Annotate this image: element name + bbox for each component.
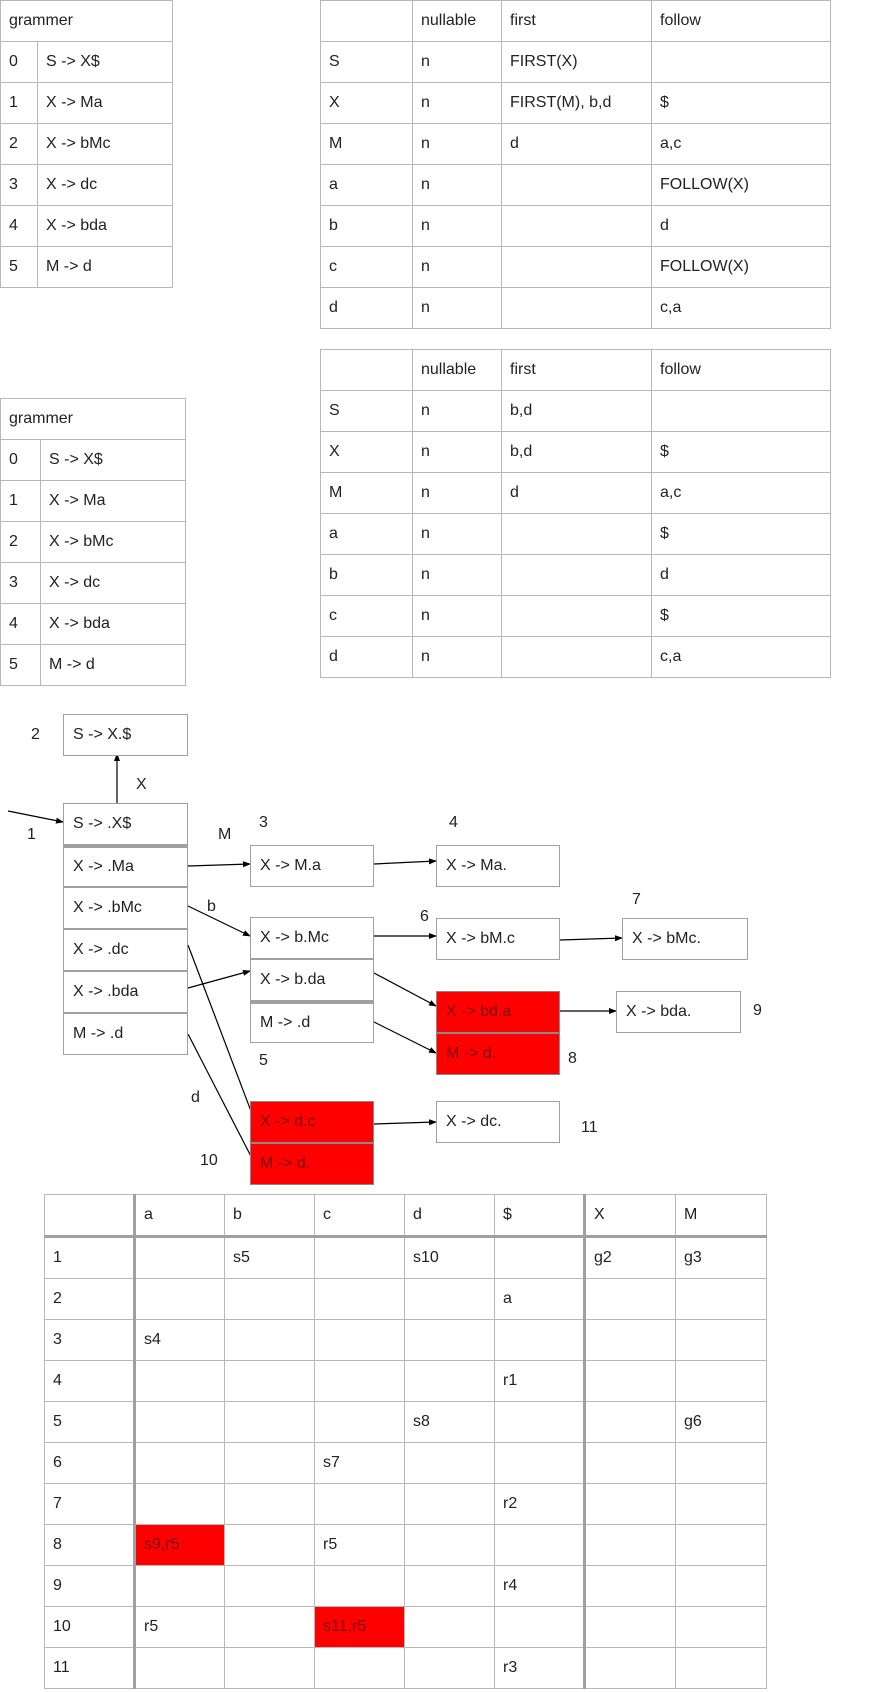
state-2-item: S -> X.$ (63, 714, 188, 756)
column-header: nullable (413, 350, 502, 391)
state-number-8: 8 (568, 1050, 577, 1067)
table-row: b n d (321, 206, 831, 247)
table-row: M n d a,c (321, 473, 831, 514)
table-row: 4 r1 (45, 1361, 767, 1402)
state-8-conflict-item: X -> bd.a (436, 991, 560, 1033)
rule-number: 0 (1, 440, 41, 481)
state-number-6: 6 (420, 908, 429, 925)
column-header: first (502, 1, 652, 42)
table-row: c n $ (321, 596, 831, 637)
table-row: 8 s9,r5 r5 (45, 1525, 767, 1566)
edge-1-to-5-b (188, 971, 250, 988)
state-4-item: X -> Ma. (436, 845, 560, 887)
state-number-5: 5 (259, 1052, 268, 1069)
edge-6-to-7 (560, 938, 622, 940)
rule-production: S -> X$ (38, 42, 173, 83)
parse-table (44, 1194, 767, 1689)
state-5-kernel-item: X -> b.da (250, 959, 374, 1001)
state-number-2: 2 (31, 726, 40, 743)
rule-production: X -> bda (38, 206, 173, 247)
state-10-conflict-item: X -> d.c (250, 1101, 374, 1143)
state-number-9: 9 (753, 1002, 762, 1019)
column-header: M (676, 1195, 767, 1237)
state-1-item: X -> .bda (63, 971, 188, 1013)
table-row: S n FIRST(X) (321, 42, 831, 83)
state-1-kernel-item: S -> .X$ (63, 803, 188, 845)
state-5-kernel-item: X -> b.Mc (250, 917, 374, 959)
rule-number: 4 (1, 206, 38, 247)
table-row: 9 r4 (45, 1566, 767, 1607)
edge-label-b: b (207, 898, 216, 915)
state-1-item: X -> .bMc (63, 887, 188, 929)
column-header: b (225, 1195, 315, 1237)
rule-production: X -> bMc (41, 522, 186, 563)
edge-5-to-8-a (374, 973, 436, 1006)
edge-label-d: d (191, 1089, 200, 1106)
column-header (45, 1195, 135, 1237)
rule-number: 2 (1, 522, 41, 563)
state-number-1: 1 (27, 826, 36, 843)
table-row: M n d a,c (321, 124, 831, 165)
table-row: a n FOLLOW(X) (321, 165, 831, 206)
table-row: 11 r3 (45, 1648, 767, 1689)
state-1-item: X -> .dc (63, 929, 188, 971)
conflict-cell: s11,r5 (315, 1607, 405, 1648)
rule-number: 2 (1, 124, 38, 165)
column-header: $ (495, 1195, 585, 1237)
rule-production: X -> bMc (38, 124, 173, 165)
table-row: 3 s4 (45, 1320, 767, 1361)
edge-label-x: X (136, 776, 147, 793)
edge-1-to-5-a (188, 906, 250, 936)
conflict-cell: s9,r5 (135, 1525, 225, 1566)
table-row: a n $ (321, 514, 831, 555)
rule-production: M -> d (41, 645, 186, 686)
rule-number: 4 (1, 604, 41, 645)
state-number-10: 10 (200, 1152, 218, 1169)
state-1-item: M -> .d (63, 1013, 188, 1055)
rule-production: X -> bda (41, 604, 186, 645)
rule-number: 5 (1, 247, 38, 288)
rule-number: 1 (1, 481, 41, 522)
table-row: 5 s8 g6 (45, 1402, 767, 1443)
rule-production: M -> d (38, 247, 173, 288)
table-row: 7 r2 (45, 1484, 767, 1525)
rule-production: X -> dc (38, 165, 173, 206)
state-9-item: X -> bda. (616, 991, 741, 1033)
state-number-3: 3 (259, 814, 268, 831)
table-row: d n c,a (321, 637, 831, 678)
table-row: d n c,a (321, 288, 831, 329)
state-8-conflict-item: M -> d. (436, 1033, 560, 1075)
state-10-conflict-item: M -> d. (250, 1143, 374, 1185)
column-header: d (405, 1195, 495, 1237)
state-3-item: X -> M.a (250, 845, 374, 887)
table-row: S n b,d (321, 391, 831, 432)
edge-10-to-11 (374, 1122, 436, 1124)
edge-label-m: M (218, 826, 232, 843)
table-row: X n b,d $ (321, 432, 831, 473)
edge-3-to-4 (374, 861, 436, 864)
rule-production: X -> Ma (41, 481, 186, 522)
table-row: 2 a (45, 1279, 767, 1320)
rule-number: 3 (1, 165, 38, 206)
state-number-7: 7 (632, 891, 641, 908)
column-header: follow (652, 1, 831, 42)
start-arrow (8, 811, 63, 822)
rule-production: S -> X$ (41, 440, 186, 481)
state-1-item: X -> .Ma (63, 845, 188, 887)
rule-number: 5 (1, 645, 41, 686)
rule-production: X -> Ma (38, 83, 173, 124)
state-5-item: M -> .d (250, 1001, 374, 1043)
grammar-title: grammer (1, 399, 186, 440)
column-header: first (502, 350, 652, 391)
state-number-4: 4 (449, 814, 458, 831)
column-header: X (585, 1195, 676, 1237)
rule-number: 1 (1, 83, 38, 124)
table-row: X n FIRST(M), b,d $ (321, 83, 831, 124)
state-number-11: 11 (581, 1119, 598, 1136)
rule-production: X -> dc (41, 563, 186, 604)
table-header-row (45, 1195, 767, 1237)
state-11-item: X -> dc. (436, 1101, 560, 1143)
column-header: c (315, 1195, 405, 1237)
column-header: follow (652, 350, 831, 391)
rule-number: 0 (1, 42, 38, 83)
rule-number: 3 (1, 563, 41, 604)
grammar-title: grammer (1, 1, 173, 42)
table-row: 1 s5 s10 g2 g3 (45, 1237, 767, 1279)
column-header: nullable (413, 1, 502, 42)
table-row: 10 r5 s11,r5 (45, 1607, 767, 1648)
state-6-item: X -> bM.c (436, 918, 560, 960)
edge-5-to-8-b (374, 1022, 436, 1053)
column-header: a (135, 1195, 225, 1237)
table-row: b n d (321, 555, 831, 596)
state-7-item: X -> bMc. (622, 918, 748, 960)
table-row: c n FOLLOW(X) (321, 247, 831, 288)
edge-1-to-3 (188, 864, 250, 866)
table-row: 6 s7 (45, 1443, 767, 1484)
